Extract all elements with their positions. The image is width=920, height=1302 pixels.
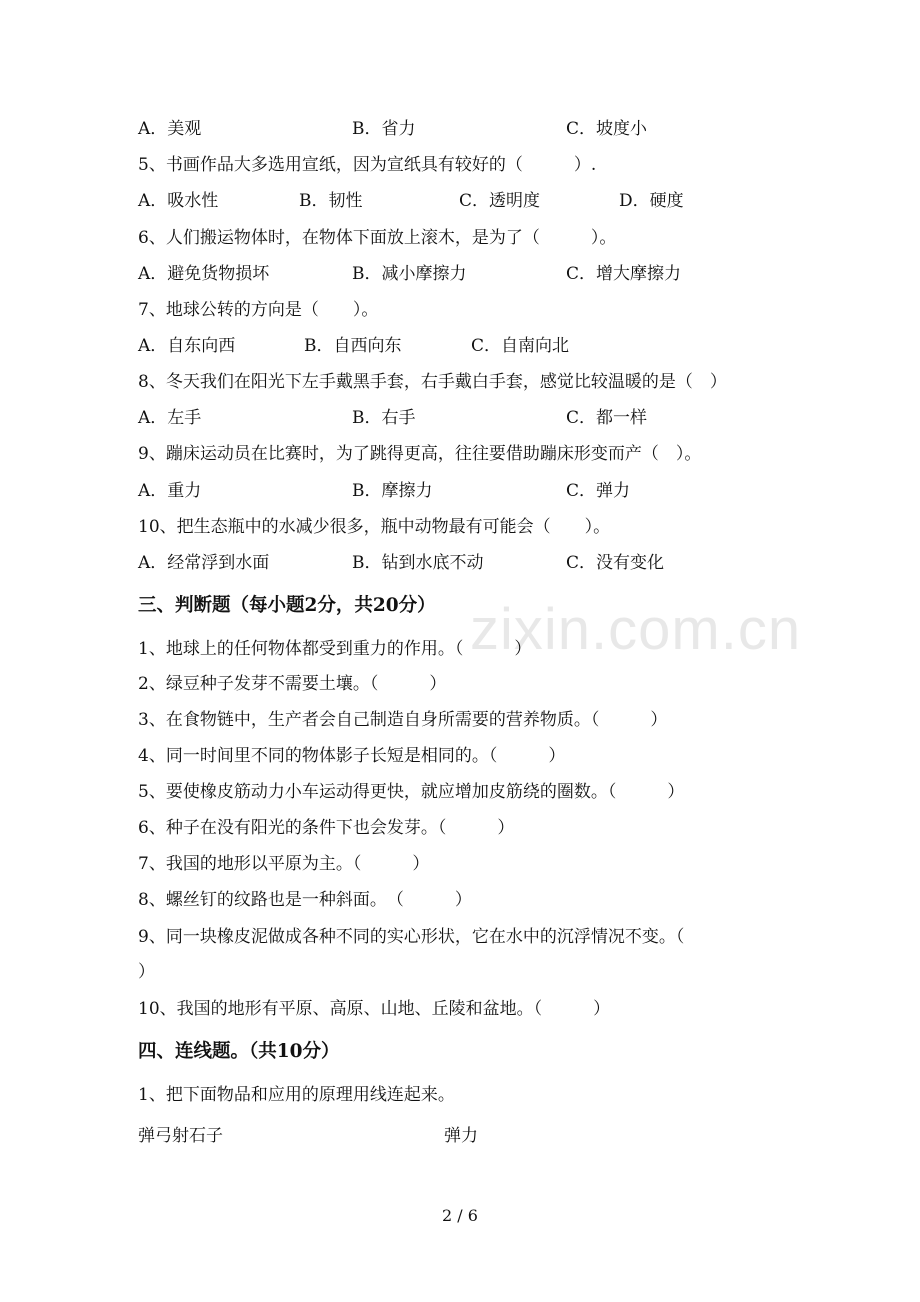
q8-option-b: B．右手 xyxy=(352,408,416,428)
q7-stem: 7、地球公转的方向是（ ）。 xyxy=(138,300,379,320)
judge-item-9: 9、同一块橡皮泥做成各种不同的实心形状，它在水中的沉浮情况不变。（ xyxy=(138,927,685,947)
judge-item-7: 7、我国的地形以平原为主。（ ） xyxy=(138,854,430,874)
q9-stem: 9、蹦床运动员在比赛时，为了跳得更高，往往要借助蹦床形变而产（ ）。 xyxy=(138,444,702,464)
q6-option-b: B．减小摩擦力 xyxy=(352,264,467,284)
judge-item-6: 6、种子在没有阳光的条件下也会发芽。（ ） xyxy=(138,818,515,838)
q6-option-a: A．避免货物损坏 xyxy=(138,264,270,284)
judge-item-1: 1、地球上的任何物体都受到重力的作用。（ ） xyxy=(138,639,532,659)
q7-option-c: C．自南向北 xyxy=(471,336,570,356)
q9-option-b: B．摩擦力 xyxy=(352,481,433,501)
q7-option-a: A．自东向西 xyxy=(138,336,236,356)
q7-option-b: B．自西向东 xyxy=(304,336,402,356)
match-right-item: 弹力 xyxy=(444,1126,478,1146)
judge-item-4: 4、同一时间里不同的物体影子长短是相同的。（ ） xyxy=(138,746,566,766)
judge-item-8: 8、螺丝钉的纹路也是一种斜面。 （ ） xyxy=(138,890,472,910)
match-question-1: 1、把下面物品和应用的原理用线连起来。 xyxy=(138,1085,455,1105)
q4-option-c: C．坡度小 xyxy=(566,119,648,139)
q5-option-b: B．韧性 xyxy=(299,191,363,211)
watermark: zixin.com.cn xyxy=(470,597,802,662)
section4-title: 四、连线题。（共10分） xyxy=(138,1041,340,1062)
q10-option-c: C．没有变化 xyxy=(566,553,665,573)
judge-item-9-cont: ） xyxy=(138,962,155,982)
judge-item-10: 10、我国的地形有平原、高原、山地、丘陵和盆地。（ ） xyxy=(138,999,611,1019)
match-left-item: 弹弓射石子 xyxy=(138,1126,223,1146)
q6-option-c: C．增大摩擦力 xyxy=(566,264,682,284)
q5-option-c: C．透明度 xyxy=(459,191,541,211)
page-number: 2 / 6 xyxy=(442,1206,478,1225)
judge-item-2: 2、绿豆种子发芽不需要土壤。（ ） xyxy=(138,674,447,694)
section3-title: 三、判断题（每小题2分，共20分） xyxy=(138,595,436,616)
q9-option-c: C．弹力 xyxy=(566,481,631,501)
judge-item-5: 5、要使橡皮筋动力小车运动得更快，就应增加皮筋绕的圈数。（ ） xyxy=(138,782,685,802)
judge-item-3: 3、在食物链中，生产者会自己制造自身所需要的营养物质。（ ） xyxy=(138,710,668,730)
q8-option-c: C．都一样 xyxy=(566,408,648,428)
q8-stem: 8、冬天我们在阳光下左手戴黑手套，右手戴白手套，感觉比较温暖的是（ ） xyxy=(138,372,727,392)
q10-stem: 10、把生态瓶中的水减少很多，瓶中动物最有可能会（ ）。 xyxy=(138,517,611,537)
q10-option-b: B．钻到水底不动 xyxy=(352,553,484,573)
q4-option-b: B．省力 xyxy=(352,119,416,139)
q6-stem: 6、人们搬运物体时，在物体下面放上滚木，是为了（ ）。 xyxy=(138,228,617,248)
q4-option-a: A．美观 xyxy=(138,119,202,139)
q5-option-a: A．吸水性 xyxy=(138,191,219,211)
q8-option-a: A．左手 xyxy=(138,408,202,428)
q5-stem: 5、书画作品大多选用宣纸，因为宣纸具有较好的（ ）. xyxy=(138,155,597,175)
q10-option-a: A．经常浮到水面 xyxy=(138,553,270,573)
q5-option-d: D．硬度 xyxy=(619,191,684,211)
q9-option-a: A．重力 xyxy=(138,481,202,501)
